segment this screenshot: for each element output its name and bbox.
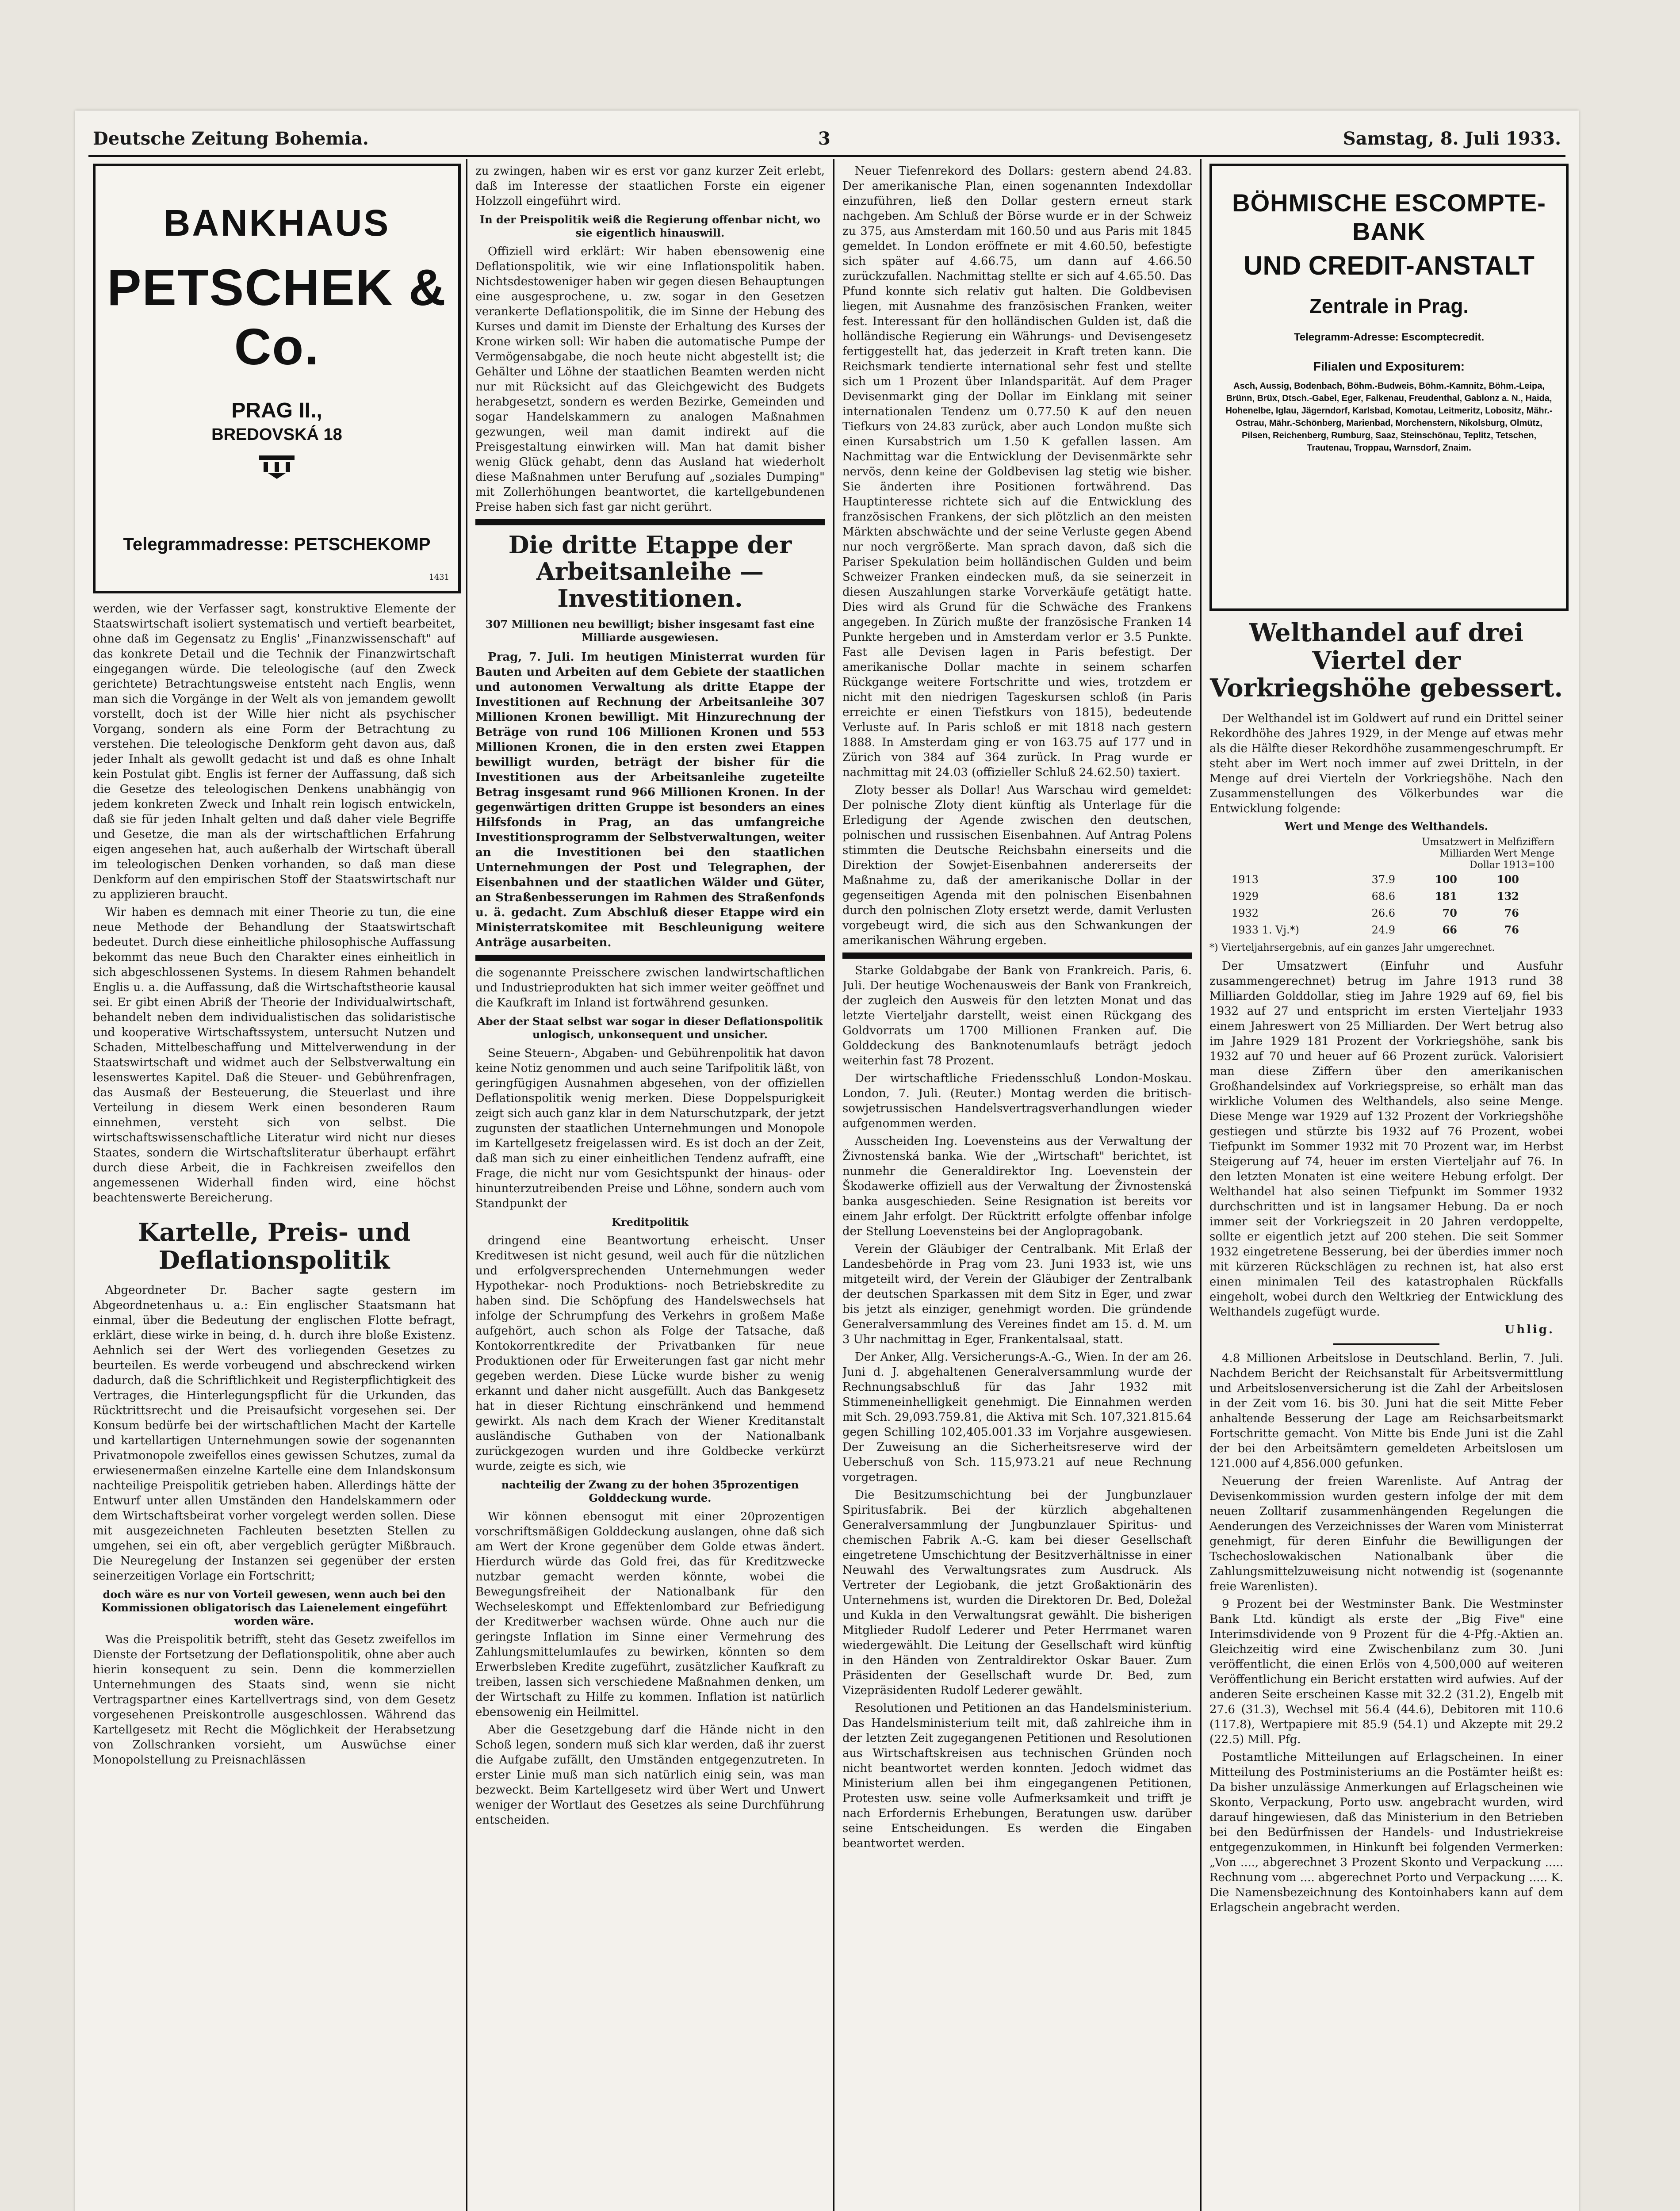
- column-rule: [1200, 159, 1202, 2211]
- article-text: Wir können ebensogut mit einer 20prozentigen vorschriftsmäßigen Golddeckung auslangen, ohne daß sich am Wert der Krone gegenüber dem Golde etwas ändert. Hierdurch würde das Gold frei, das für Kreditzwecke nutzbar gemacht werden könnte, wobei die Bewegungsfreiheit der Nationalbank für den Wechseleskompt und Effektenlombard zur Befriedigung der Kreditwerber wachsen würde. Ohne auch nur die geringste Inflation im Sinne einer Vermehrung des Zahlungsmittelumlaufes zu bewirken, könnten so dem Erwerbsleben Kredite zugeführt, zusätzlicher Kaufkraft zu treiben, lassen sich verschiedene Maßnahmen denken, um der Wirtschaft zu Hilfe zu kommen. Inflation ist natürlich ebensowenig ein Heilmittel.: [475, 1510, 825, 1719]
- article-text: Der Umsatzwert (Einfuhr und Ausfuhr zusammengerechnet) betrug im Jahre 1913 rund 38 Milliarden Golddollar, stieg im Jahre 1929 auf 69, fiel bis 1932 auf 27 und entspricht im ersten Vierteljahr 1933 einem Jahreswert von 25 Milliarden. Der Wert betrug also im Jahre 1929 181 Prozent der Vorkriegshöhe, sank bis 1932 auf 70 und heuer auf 66 Prozent zurück. Valorisiert man diese Ziffern über den amerikanischen Großhandelsindex auf Vorkriegspreise, so erhält man das wirkliche Volumen des Welthandels, also seine Menge. Diese Menge war 1929 auf 132 Prozent der Vorkriegshöhe gestiegen und stürzte bis 1932 auf 76 Prozent, wobei Tiefpunkt im Sommer 1932 mit 70 Prozent war, im Herbst Steigerung auf 74, heuer im ersten Vierteljahr auf 76. In den letzten Monaten ist eine weitere Hebung erfolgt. Der Welthandel hat also seinen Tiefpunkt im Sommer 1932 durchschritten und ist in langsamer Hebung. Da er noch immer seit der Vorkriegszeit in 20 Jahren verdoppelte, sollte er eigentlich jetzt auf 200 stehen. Die seit Sommer 1932 eingetretene Besserung, bei der überdies immer noch mit kürzeren Rückschlägen zu rechnen ist, hat also erst einen minimalen Teil des katastrophalen Rückfalls eingeholt, wobei durch den Weltkrieg der Entwicklung des Welthandels zugefügt wurde.: [1209, 960, 1563, 1319]
- table-cell: 26.6: [1371, 907, 1395, 920]
- bank-emblem-icon: [96, 453, 458, 482]
- table-row: [1227, 922, 1523, 938]
- table-cell: 1932: [1232, 907, 1259, 920]
- table-cell: 181: [1435, 890, 1457, 903]
- article-text: Abgeordneter Dr. Bacher sagte gestern im Abgeordnetenhaus u. a.: Ein englischer Staatsmann hat einmal, über die Bedeutung der englischen Flotte befragt, erklärt, diese wirke in being, d. h. durch ihre bloße Existenz. Aehnlich sei der Wert des vorliegenden Gesetzes zu beurteilen. Es werde vorbeugend und abschreckend wirken dadurch, daß die Schriftlichkeit und Registerpflichtigkeit des Vertrages, die Hinterlegungspflicht für die Urkunden, das Rücktrittsrecht und die Preisaufsicht vorgesehen sei. Der Konsum bedürfe bei der wirtschaftlichen Macht der Kartelle und kartellartigen Unternehmungen sowie der sogenannten Privatmonopole zweifellos eines gewissen Schutzes, zumal da erwiesenermaßen einzelne Kartelle eine dem Inlandskonsum nachteilige Preispolitik getrieben haben. Allerdings hätte der Entwurf unter allen Umständen den Handelskammern oder dem Wirtschaftsbeirat vorher vorgelegt werden sollen. Diese mit ausgezeichneten Fachleuten besetzten Stellen zu umgehen, sei ein oft, aber vergeblich gerügter Mißbrauch. Die Neuregelung der Instanzen sei gegenüber der ersten seinerzeitigen Vorlage ein Fortschritt;: [93, 1284, 455, 1583]
- article-text: Aber die Gesetzgebung darf die Hände nicht in den Schoß legen, sondern muß sich klar werden, daß ihr zuerst die Aufgabe zufällt, den Umständen entgegenzutreten. In erster Linie muß man sich natürlich einig sein, was man bezweckt. Beim Kartellgesetz wird über Wert und Unwert weniger der Wortlaut des Gesetzes als seine Durchführung entscheiden.: [475, 1723, 825, 1827]
- table-title: Wert und Menge des Welthandels.: [1285, 820, 1488, 833]
- header-rule: [88, 155, 1565, 157]
- article-subhead: Aber der Staat selbst war sogar in dieser Deflationspolitik unlogisch, unkonsequent und unsicher.: [477, 1015, 823, 1041]
- article-text: Resolutionen und Petitionen an das Handelsministerium. Das Handelsministerium teilt mit, daß zahlreiche ihm in der letzten Zeit zugegangenen Petitionen und Resolutionen aus Wirtschaftskreisen aus technischen Gründen noch nicht beantwortet werden konnten. Jedoch widmet das Ministerium allen bei ihm eingegangenen Petitionen, Protesten usw. seine volle Aufmerksamkeit und trifft je nach Erfordernis Erhebungen, Beratungen usw. darüber seine Entscheidungen. Es werden die Eingaben beantwortet werden.: [842, 1702, 1192, 1850]
- table-cell: 1933 1. Vj.*): [1232, 924, 1299, 937]
- column-rule: [833, 159, 834, 2211]
- table-cell: 100: [1496, 873, 1519, 886]
- ad-escompte-branches: Asch, Aussig, Bodenbach, Böhm.-Budweis, Böhm.-Kamnitz, Böhm.-Leipa, Brünn, Brüx, Dtsch.-Gabel, Eger, Falkenau, Freudenthal, Gablonz a. N., Haida, Hohenelbe, Iglau, Jägerndorf, Karlsbad, Komotau, Leitmeritz, Lobositz, Mähr.-Ostrau, Mähr.-Schönberg, Marienbad, Morchenstern, Nikolsburg, Olmütz, Pilsen, Reichenberg, Rumburg, Saaz, Steinschönau, Teplitz, Tetschen, Trautenau, Troppau, Warnsdorf, Znaim.: [1225, 381, 1553, 453]
- headline-arbeitsanleihe: Die dritte Etappe der Arbeitsanleihe — Investitionen.: [508, 531, 792, 612]
- section-bar: [475, 955, 825, 961]
- section-bar: [475, 519, 825, 525]
- headline-welthandel: Welthandel auf drei Viertel der Vorkriegshöhe gebessert.: [1209, 619, 1563, 703]
- masthead-left: Deutsche Zeitung Bohemia.: [93, 128, 369, 149]
- table-cell: 76: [1504, 907, 1519, 920]
- article-text: Starke Goldabgabe der Bank von Frankreich. Paris, 6. Juli. Der heutige Wochenausweis der Bank von Frankreich, der zugleich den Ausweis für den letzten Monat und das letzte Vierteljahr darstellt, weist einen Rückgang des Goldvorrats um 1700 Millionen Franken auf. Die Golddeckung des Banknotenumlaufs beträgt jedoch weiterhin fast 78 Prozent.: [842, 964, 1192, 1067]
- ad-escompte-telegram: Telegramm-Adresse: Escomptecredit.: [1293, 331, 1485, 343]
- table-footnote: *) Vierteljahrsergebnis, auf ein ganzes Jahr umgerechnet.: [1209, 942, 1495, 954]
- article-text: die sogenannte Preisschere zwischen landwirtschaftlichen und Industrieprodukten hat sich immer weiter geöffnet und die Kaufkraft im Inland ist fortwährend gesunken.: [475, 966, 825, 1010]
- ad-petschek-name: PETSCHEK & Co.: [107, 259, 447, 375]
- article-text: Was die Preispolitik betrifft, steht das Gesetz zweifellos im Dienste der Fortsetzung der Deflationspolitik, ohne aber auch hierin konsequent zu sein. Denn die kommerziellen Unternehmungen des Staats sind, wenn sie nicht Vertragspartner eines Kartellvertrags sind, von dem Gesetz vorgesehenen Preiskontrolle ausgeschlossen. Während das Kartellgesetz mit Recht die Möglichkeit der Herabsetzung von Zollschranken vorsieht, um Auswüchse einer Monopolstellung zu Preisnachlässen: [93, 1633, 455, 1767]
- newspaper-page: [75, 111, 1579, 2211]
- article-text: Wir haben es demnach mit einer Theorie zu tun, die eine neue Methode der Behandlung der Staatswirtschaft bedeutet. Durch diese einheitliche philosophische Auffassung bekommt das neue Buch den Charakter eines einheitlich in sich abgeschlossenen Systems. In diesem Rahmen behandelt Englis u. a. die Auffassung, daß die Wirtschaftstheorie kausal sei. Er gibt einen Abriß der Theorie der Individualwirtschaft, behandelt neben dem individualistischen das solidaristische und kooperative Wirtschaftssystem, untersucht Nutzen und Schaden, Mittelbeschaffung und Mittelverwendung in der Staatswirtschaft und widmet auch der Selbstverwaltung ein lesenswertes Kapitel. Daß die Steuer- und Gebührenfragen, das Ausmaß der Besteuerung, die Steuerlast und ihre Verteilung in diesem Werk einen besonderen Raum einnehmen, versteht sich von selbst. Die wirtschaftswissenschaftliche Literatur wird nicht nur dieses Staates, sondern die Wirtschaftsliteratur überhaupt erfährt durch diese Arbeit, die in Fachkreisen zweifellos den angemessenen Widerhall finden wird, eine höchst beachtenswerte Bereicherung.: [93, 906, 455, 1205]
- article-text: Verein der Gläubiger der Centralbank. Mit Erlaß der Landesbehörde in Prag vom 23. Juni 1933 ist, wie uns mitgeteilt wird, der Verein der Gläubiger der Zentralbank der deutschen Sparkassen mit dem Sitz in Eger, und zwar bis jetzt als einziger, genehmigt worden. Die gründende Generalversammlung des Vereines findet am 15. d. M. um 3 Uhr nachmittag in Eger, Frankentalsaal, statt.: [842, 1243, 1192, 1346]
- table-cell: 68.6: [1371, 890, 1395, 903]
- article-text: werden, wie der Verfasser sagt, konstruktive Elemente der Staatswirtschaft isoliert systematisch und vertieft bearbeitet, ohne daß im Gegensatz zu Englis' „Finanzwissenschaft" auf das konkrete Detail und die Technik der Finanzwirtschaft eingegangen würde. Die teleologische (auf den Zweck gerichtete) Betrachtungsweise entsteht nach Englis, wenn man sich die Vorgänge in der Welt als von jemandem gewollt vorstellt, doch ist der Wille hier nicht als psychischer Vorgang, sondern als eine Form der Betrachtung zu verstehen. Die teleologische Denkform geht davon aus, daß jeder Inhalt als gewollt gedacht ist und daß es ohne Inhalt kein Postulat gibt. Englis ist ferner der Auffassung, daß sich die Gesetze des teleologischen Denkens unabhängig von jedem konkreten Zweck und Inhalt rein logisch entwickeln, daß sie für jeden Inhalt gelten und daß daher viele Begriffe und Gesetze, die man als der wirtschaftlichen Erfahrung eigen angesehen hat, auch außerhalb der Wirtschaft überall im teleologischen Denken vorhanden, so daß man diese Denkform auf den empirischen Stoff der Staatswirtschaft nur zu applizieren braucht.: [93, 602, 455, 901]
- column-1: [93, 601, 455, 2211]
- article-text: 9 Prozent bei der Westminster Bank. Die Westminster Bank Ltd. kündigt als erste der „Big Five" eine Interimsdividende von 9 Prozent für die 4-Pfg.-Aktien an. Gleichzeitig wird eine Zwischenbilanz zum 30. Juni veröffentlicht, die einen Erlös von 4,500,000 auf weiteren Veröffentlichung ein Bericht erstatten wird aufwies. Auf der anderen Seite erscheinen Kasse mit 32.2 (31.2), Engelb mit 27.6 (31.3), Wechsel mit 56.4 (44.6), Debitoren mit 110.6 (117.8), Wertpapiere mit 85.9 (54.1) und Akzepte mit 29.2 (22.5) Mill. Pfg.: [1209, 1598, 1563, 1747]
- headline-subtitle: 307 Millionen neu bewilligt; bisher insgesamt fast eine Milliarde ausgewiesen.: [486, 618, 815, 644]
- ad-petschek-code: 1431: [429, 573, 449, 582]
- ad-escompte-sub: UND CREDIT-ANSTALT: [1244, 251, 1535, 280]
- ad-escompte-center: Zentrale in Prag.: [1309, 295, 1469, 317]
- page-number: 3: [818, 128, 830, 149]
- table-header-line: Milliarden Wert Menge: [1439, 848, 1554, 860]
- table-header-line: Umsatzwert in Melfiziffern: [1422, 837, 1554, 848]
- column-3: [842, 164, 1192, 2211]
- table-row: [1227, 871, 1523, 888]
- table-cell: 66: [1442, 923, 1457, 937]
- ad-escompte-bank: [1209, 164, 1569, 611]
- table-cell: 100: [1435, 873, 1457, 886]
- welthandel-table: [1227, 871, 1523, 938]
- article-subhead: Kreditpolitik: [612, 1216, 689, 1229]
- divider: [1333, 1343, 1439, 1345]
- article-subhead: doch wäre es nur von Vorteil gewesen, wenn auch bei den Kommissionen obligatorisch das Laienelement eingeführt worden wäre.: [101, 1588, 447, 1628]
- column-rule: [466, 159, 467, 2211]
- ad-escompte-title: BÖHMISCHE ESCOMPTE-BANK: [1232, 189, 1546, 245]
- column-4: [1209, 619, 1563, 2211]
- article-text: Der wirtschaftliche Friedensschluß London-Moskau. London, 7. Juli. (Reuter.) Montag werden die britisch-sowjetrussischen Handelsvertragsverhandlungen wieder aufgenommen werden.: [842, 1072, 1192, 1130]
- article-text: Zloty besser als Dollar! Aus Warschau wird gemeldet: Der polnische Zloty dient künftig als Unterlage für die Erledigung der Agende zwischen den deutschen, polnischen und russischen Eisenbahnen. Auf Antrag Polens stimmten die Deutsche Reichsbahn einerseits und die Direktion der Sowjet-Eisenbahnen andererseits der Maßnahme zu, daß der amerikanische Dollar in der gegenseitigen Agenda mit den polnischen Eisenbahnen durch den polnischen Zloty ersetzt werde, damit Verlusten vorgebeugt wird, die sich aus den Schwankungen der amerikanischen Währung ergeben.: [842, 784, 1192, 947]
- article-text: Der Welthandel ist im Goldwert auf rund ein Drittel seiner Rekordhöhe des Jahres 1929, in der Menge auf etwas mehr als die Hälfte dieser Rekordhöhe zusammengeschrumpft. Er steht aber im Wert noch immer auf zwei Dritteln, in der Menge auf drei Vierteln der Vorkriegshöhe. Nach den Zusammenstellungen des Völkerbundes war die Entwicklung folgende:: [1209, 712, 1563, 816]
- article-text: Der Anker, Allg. Versicherungs-A.-G., Wien. In der am 26. Juni d. J. abgehaltenen Generalversammlung wurde der Rechnungsabschluß für das Jahr 1932 mit Stimmeneinhelligkeit genehmigt. Die Einnahmen werden mit Sch. 29,093.759.81, die Aktiva mit Sch. 107,321.815.64 gegen Schilling 102,405.001.33 im Vorjahre ausgewiesen. Der Zuweisung an die Sicherheitsreserve wird der Ueberschuß von Sch. 115,973.21 auf neue Rechnung vorgetragen.: [842, 1350, 1192, 1484]
- ad-petschek-street: BREDOVSKÁ 18: [211, 425, 342, 444]
- table-cell: 70: [1442, 907, 1457, 920]
- ad-petschek-telegram: Telegrammadresse: PETSCHEKOMP: [123, 535, 431, 554]
- headline-kartelle: Kartelle, Preis- und Deflationspolitik: [138, 1218, 411, 1275]
- article-text: Neuerung der freien Warenliste. Auf Antrag der Devisenkommission wurden gestern infolge der mit dem neuen Zolltarif zusammenhängenden Regelungen die Aenderungen des Verzeichnisses der Waren vom Ministerrat genehmigt, für deren Einfuhr die Bewilligungen der Tschechoslowakischen Nationalbank über die Zahlungsmittelzuweisung nicht notwendig ist (sogenannte freie Warenlisten).: [1209, 1475, 1563, 1594]
- table-cell: 24.9: [1371, 924, 1395, 937]
- article-text: Seine Steuern-, Abgaben- und Gebührenpolitik hat davon keine Notiz genommen und auch seine Tarifpolitik läßt, von geringfügigen Ausnahmen abgesehen, von der offiziellen Deflationspolitik wenig merken. Diese Doppelspurigkeit zeigt sich auch ganz klar in dem Naturschutzpark, der jetzt zugunsten der staatlichen Unternehmungen und Monopole im Kartellgesetz freigelassen wird. Es ist doch an der Zeit, daß man sich zu einer einheitlichen Tendenz aufrafft, eine Frage, die nicht nur vom Gesichtspunkt der hinaus- oder hinunterzutreibenden Preise und Löhne, sondern auch vom Standpunkt der: [475, 1047, 825, 1211]
- article-text: Neuer Tiefenrekord des Dollars: gestern abend 24.83. Der amerikanische Plan, einen sogenannten Indexdollar einzuführen, ließ den Dollar gestern erneut stark nachgeben. Am Schluß der Börse wurde er in der Schweiz zu 375, aus Amsterdam mit 160.50 und aus Paris mit 1845 gemeldet. In London eröffnete er mit 4.60.50, befestigte sich später auf 4.66.75, um dann auf 4.66.50 zurückzufallen. Nachmittag stellte er sich auf 4.65.50. Das Pfund konnte sich relativ gut halten. Die Goldbevisen liegen, mit Ausnahme des französischen Franken, weiter fest. Interessant für den holländischen Gulden ist, daß die holländische Regierung ein Währungs- und Devisengesetz fertiggestellt hat, das jederzeit in Kraft treten kann. Die Reichsmark tendierte international sehr fest und stellte sich um 1 Prozent über Inlandsparität. Auf dem Prager Devisenmarkt ging der Dollar im Einklang mit seiner internationalen Tendenz um 0.77.50 K auf den neuen Tiefkurs von 24.83 zurück, aber auch London mußte sich einen Kursabstrich um 1.50 K gefallen lassen. Am Nachmittag war die Entwicklung der Devisenmärkte sehr nervös, denn keine der Goldbevisen lag stetig wie bisher. Sie änderten ihre Positionen fortwährend. Das Hauptinteresse richtete sich auf die Entwicklung des französischen Frankens, der sich plötzlich an den meisten Märkten abschwächte und der seine Verluste gegen Abend nur noch vergrößerte. Man sprach davon, daß sich die Pariser Spekulation beim holländischen Gulden und beim Schweizer Franken eindecken muß, da sie seinerzeit in diesen Auszahlungen starke Vorverkäufe getätigt hatte. Dies wird als Grund für die Schwäche des Frankens angegeben. In Zürich mußte der französische Franken 14 Punkte hergeben und in Amsterdam verlor er 3.5 Punkte. Fast alle Devisen lagen in Paris befestigt. Der amerikanische Dollar machte in seinem scharfen Rückgange weitere Fortschritte und wies, trotzdem er nicht mit den niedrigen Tageskursen schloß (in Paris erreichte er einen Tiefstkurs von 1815), bedeutende Verluste auf. In Paris schloß er mit 1818 nach gestern 1888. In Amsterdam ging er von 163.75 auf 177 und in Zürich von 384 auf 364 zurück. In Prag wurde er nachmittag mit 24.03 (offizieller Schluß 24.62.50) taxiert.: [842, 164, 1192, 779]
- author-signature: Uhlig.: [1504, 1323, 1554, 1337]
- section-bar: [842, 952, 1192, 959]
- ad-bankhaus-petschek: [93, 164, 461, 593]
- ad-escompte-branches-title: Filialen und Expositurem:: [1313, 360, 1465, 373]
- ad-petschek-city: PRAG II.,: [231, 399, 322, 422]
- masthead-right: Samstag, 8. Juli 1933.: [1343, 128, 1561, 149]
- column-2: [475, 164, 825, 2211]
- table-cell: 132: [1496, 890, 1519, 903]
- article-subhead: nachteilig der Zwang zu der hohen 35prozentigen Golddeckung wurde.: [501, 1478, 799, 1505]
- table-header-line: Dollar 1913=100: [1470, 860, 1554, 871]
- table-cell: 37.9: [1371, 873, 1395, 886]
- article-text: Offiziell wird erklärt: Wir haben ebensowenig eine Deflationspolitik, wie wir eine Inflationspolitik haben. Nichtsdestoweniger haben wir gegen diesen Behauptungen eine ausgesprochene, u. zw. sogar in den Gesetzen verankerte Deflationspolitik, die im Sinne der Hebung des Kurses und damit im Dienste der Erhaltung des Kurses der Krone wirken soll: Wir haben die automatische Pumpe der Vermögensabgabe, die noch heute nicht abgestellt ist; die Gehälter und Löhne der staatlichen Beamten werden nicht nur mit Rücksicht auf das Gleichgewicht des Budgets herabgesetzt, sondern es werden Bezirke, Gemeinden und sogar Handelskammern zu analogen Maßnahmen gezwungen, weil man damit indirekt auf die Preisgestaltung einwirken will. Man hat damit bisher wenig Glück gehabt, denn das Ausland hat wiederholt diese Maßnahmen unter Berufung auf „soziales Dumping" mit Zollerhöhungen beantwortet, die kartellgebundenen Preise haben sich fast gar nicht gerührt.: [475, 245, 825, 514]
- table-cell: 1913: [1232, 873, 1259, 886]
- article-text: 4.8 Millionen Arbeitslose in Deutschland. Berlin, 7. Juli. Nachdem Bericht der Reichsanstalt für Arbeitsvermittlung und Arbeitslosenversicherung ist die Zahl der Arbeitslosen in der Zeit vom 16. bis 30. Juni hat die seit Mitte Feber anhaltende Besserung der Lage am Reichsarbeitsmarkt Fortschritte gemacht. Von Mitte bis Ende Juni ist die Zahl der bei den Arbeitsämtern gemeldeten Arbeitslosen um 121.000 auf 4,856.000 gefunken.: [1209, 1352, 1563, 1471]
- article-text: zu zwingen, haben wir es erst vor ganz kurzer Zeit erlebt, daß im Interesse der staatlichen Forste ein eigener Holzzoll eingeführt wird.: [475, 164, 825, 208]
- ad-petschek-title: BANKHAUS: [163, 202, 390, 244]
- article-subhead: In der Preispolitik weiß die Regierung offenbar nicht, wo sie eigentlich hinauswill.: [480, 213, 820, 239]
- article-text: Prag, 7. Juli. Im heutigen Ministerrat wurden für Bauten und Arbeiten auf dem Gebiete der staatlichen und autonomen Verwaltung als dritte Etappe der Investitionen auf Rechnung der Arbeitsanleihe 307 Millionen Kronen bewilligt. Mit Hinzurechnung der Beträge von rund 106 Millionen Kronen und 553 Millionen Kronen, die in den ersten zwei Etappen bewilligt wurden, beträgt der bisher für die Investitionen aus der Arbeitsanleihe zugeteilte Betrag insgesamt rund 966 Millionen Kronen. In der gegenwärtigen dritten Gruppe ist besonders an eines Hilfsfonds in Prag, an das umfangreiche Investitionsprogramm der Selbstverwaltungen, weiter an die Investitionen bei den staatlichen Unternehmungen der Post und Telegraphen, der Eisenbahnen und der staatlichen Wälder und Güter, an Straßenbesserungen im Rahmen des Straßenfonds u. ä. gedacht. Zum Abschluß dieser Etappe wird ein Ministerratskomitee mit Beschleunigung weitere Anträge ausarbeiten.: [475, 650, 825, 950]
- table-cell: 1929: [1232, 890, 1259, 903]
- article-text: Ausscheiden Ing. Loevensteins aus der Verwaltung der Živnostenská banka. Wie der „Wirtschaft" berichtet, ist nunmehr die Generaldirektor Ing. Loevenstein der Škodawerke offiziell aus der Verwaltung der Živnostenská banka ausgeschieden. Seine Resignation ist bereits vor einem Jahr erfolgt. Der Rücktritt erfolgte offenbar infolge der Stellung Loevensteins bei der Anglopragobank.: [842, 1135, 1192, 1238]
- table-header: [1209, 837, 1554, 871]
- article-text: Die Besitzumschichtung bei der Jungbunzlauer Spiritusfabrik. Bei der kürzlich abgehaltenen Generalversammlung der Jungbunzlauer Spiritus- und chemischen Fabrik A.-G. kam bei dieser Gesellschaft eingetretene Umschichtung der Besitzverhältnisse in einer Neuwahl des Verwaltungsrates zum Ausdruck. Als Vertreter der Legiobank, die jetzt Großaktionärin des Unternehmens ist, wurden die Direktoren Dr. Bed, Doležal und Kukla in den Verwaltungsrat gewählt. Die bisherigen Mitglieder Rudolf Lederer und Peter Herrmanet waren wiedergewählt. Die Leitung der Gesellschaft wird künftig in den Händen von Zentraldirektor Oskar Bauer. Zum Präsidenten der Gesellschaft wurde Dr. Bed, zum Vizepräsidenten Rudolf Lederer gewählt.: [842, 1488, 1192, 1697]
- table-row: [1227, 905, 1523, 922]
- table-cell: 76: [1504, 923, 1519, 937]
- article-text: dringend eine Beantwortung erheischt. Unser Kreditwesen ist nicht gesund, weil auch für die nützlichen und erfolgversprechenden Unternehmungen weder Hypothekar- noch Produktions- noch Betriebskredite zu haben sind. Die Schöpfung des Handelswechsels hat infolge der Schrumpfung des Verkehrs in großem Maße aufgehört, auch schon als Folge der Tatsache, daß Kontokorrentkredite der Privatbanken für neue Produktionen oder für Erweiterungen fast gar nicht mehr gegeben werden. Diese Lücke wurde bisher zu wenig erkannt und daher nicht ausgefüllt. Auch das Bankgesetz hat in dieser Richtung einschränkend und hemmend gewirkt. Als nach dem Krach der Wiener Kreditanstalt ausländische Guthaben von der Nationalbank zurückgezogen wurden und ihre Goldbecke verkürzt wurde, zeigte es sich, wie: [475, 1234, 825, 1473]
- article-text: Postamtliche Mitteilungen auf Erlagscheinen. In einer Mitteilung des Postministeriums an die Postämter heißt es: Da bisher unzulässige Anmerkungen auf Erlagscheinen wie Skonto, Verpackung, Porto usw. angebracht wurden, wird darauf hingewiesen, daß das Ministerium in den Betrieben bei den Bedürfnissen der Handels- und Industriekreise entgegenzukommen, in Hinkunft bei folgenden Vermerken: „Von ...., abgerechnet 3 Prozent Skonto und Verpackung ..... Rechnung vom .... abgerechnet Porto und Verpackung ..... K. Die Namensbezeichnung des Kontoinhabers kann auf dem Erlagschein angebracht werden.: [1209, 1751, 1563, 1915]
- table-row: [1227, 888, 1523, 905]
